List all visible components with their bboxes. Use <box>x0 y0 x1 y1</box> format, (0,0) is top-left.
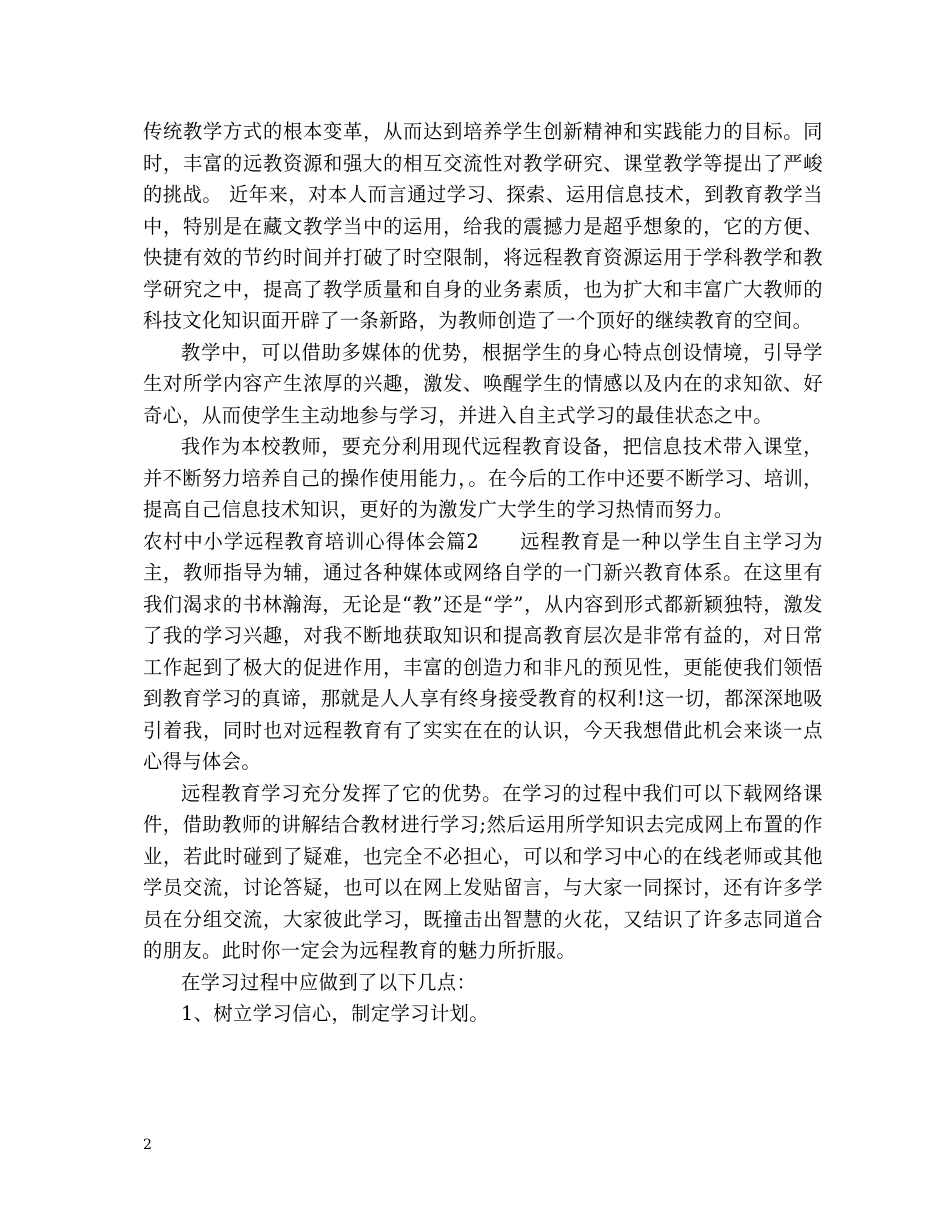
paragraph-7: 1、树立学习信心，制定学习计划。 <box>181 1002 490 1025</box>
paragraph-3: 我作为本校教师，要充分利用现代远程教育设备，把信息技术带入课堂，并不断努力培养自己的操作使用能力，。在今后的工作中还要不断学习、培训，提高自己信息技术知识，更好的为激发广大学生的学习热情而努力。 <box>143 435 823 521</box>
paragraph-1: 传统教学方式的根本变革，从而达到培养学生创新精神和实践能力的目标。同时，丰富的远教资源和强大的相互交流性对教学研究、课堂教学等提出了严峻的挑战。 近年来，对本人而言通过学习、探索、运用信息技术，到教育教学当中，特别是在藏文教学当中的运用，给我的震撼力是超乎想象的，它的方便、快捷有效的节约时间并打破了时空限制，将远程教育资源运用于学科教学和教学研究之中，提高了教学质量和自身的业务素质，也为扩大和丰富广大教师的科技文化知识面开辟了一条新路，为教师创造了一个顶好的继续教育的空间。 <box>143 120 823 332</box>
page-number: 2 <box>143 1137 152 1153</box>
paragraph-2: 教学中，可以借助多媒体的优势，根据学生的身心特点创设情境，引导学生对所学内容产生浓厚的兴趣，激发、唤醒学生的情感以及内在的求知欲、好奇心，从而使学生主动地参与学习，并进入自主式学习的最佳状态之中。 <box>143 340 823 427</box>
paragraph-4: 农村中小学远程教育培训心得体会篇2 远程教育是一种以学生自主学习为主，教师指导为辅，通过各种媒体或网络自学的一门新兴教育体系。在这里有我们渴求的书林瀚海，无论是“教”还是“学”，从内容到形式都新颖独特，激发了我的学习兴趣，对我不断地获取知识和提高教育层次是非常有益的，对日常工作起到了极大的促进作用，丰富的创造力和非凡的预见性，更能使我们领悟到教育学习的真谛，那就是人人享有终身接受教育的权利!这一切，都深深地吸引着我，同时也对远程教育有了实实在在的认识，今天我想借此机会来谈一点心得与体会。 <box>143 529 823 773</box>
document-body <box>143 116 823 1030</box>
paragraph-5: 远程教育学习充分发挥了它的优势。在学习的过程中我们可以下载网络课件，借助教师的讲解结合教材进行学习;然后运用所学知识去完成网上布置的作业，若此时碰到了疑难，也完全不必担心，可以和学习中心的在线老师或其他学员交流，讨论答疑，也可以在网上发贴留言，与大家一同探讨，还有许多学员在分组交流，大家彼此学习，既撞击出智慧的火花，又结识了许多志同道合的朋友。此时你一定会为远程教育的魅力所折服。 <box>143 781 823 962</box>
paragraph-6: 在学习过程中应做到了以下几点： <box>181 970 477 994</box>
